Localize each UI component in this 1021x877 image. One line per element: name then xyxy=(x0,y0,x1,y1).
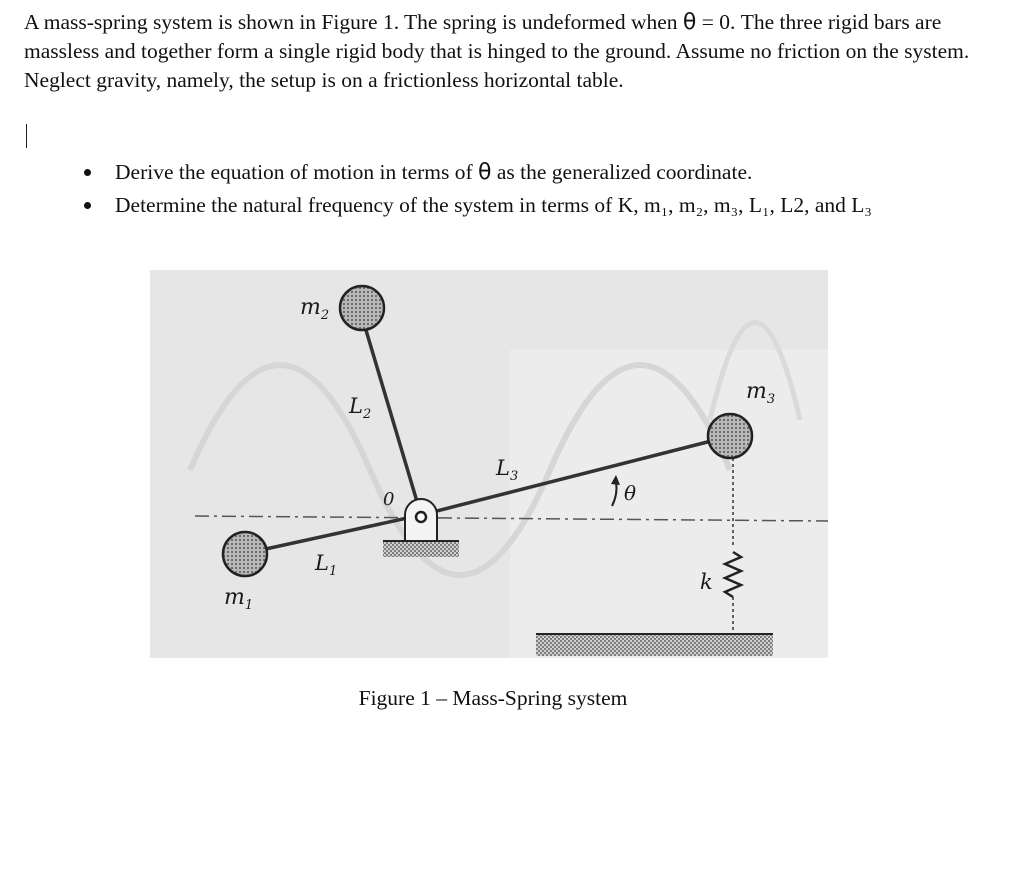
theta-symbol: θ xyxy=(478,160,492,185)
bullet-icon xyxy=(84,169,91,176)
spring-ground xyxy=(536,634,773,656)
list-item xyxy=(84,189,872,221)
label-pivot: 0 xyxy=(383,489,395,510)
intro-text-1: A mass-spring system is shown in Figure 1. The spring is undeformed when xyxy=(24,10,683,34)
label-L1: $L_1$ xyxy=(315,551,338,579)
text-cursor xyxy=(26,124,27,148)
mass-m1 xyxy=(223,532,267,576)
intro-text-2: = 0. The three rigid bars are massless and together form a single rigid body that is hinged to the ground. Assume no friction on the system. Neglect gravity, namely, the setup is on a frictionless horizontal table. xyxy=(24,10,970,92)
figure-caption: Figure 1 – Mass-Spring system xyxy=(358,686,628,710)
list-item xyxy=(84,156,872,189)
task-2-text: Determine the natural frequency of the system in terms of K, m₁, m₂, m₃, L₁, L2, and L₃ xyxy=(115,193,872,217)
label-theta: θ xyxy=(624,481,637,505)
label-L2: $L_2$ xyxy=(349,394,372,422)
mass-m3 xyxy=(708,414,752,458)
task-list xyxy=(84,156,872,221)
bullet-icon xyxy=(84,202,91,209)
pivot-ground xyxy=(383,541,459,557)
pivot-pin xyxy=(416,512,426,522)
theta-symbol: θ xyxy=(682,10,697,35)
label-k: k xyxy=(700,570,713,594)
task-1-text-end: as the generalized coordinate. xyxy=(491,160,753,184)
label-L3: $L_3$ xyxy=(496,456,519,484)
label-m1: $m_1$ xyxy=(224,585,254,613)
label-m3: $m_3$ xyxy=(746,379,776,407)
photo-light-region xyxy=(510,350,828,658)
mass-m2 xyxy=(340,286,384,330)
label-m2: $m_2$ xyxy=(300,295,330,323)
task-1-text: Derive the equation of motion in terms of xyxy=(115,160,479,184)
problem-statement xyxy=(24,8,984,95)
mass-spring-figure xyxy=(150,270,828,658)
